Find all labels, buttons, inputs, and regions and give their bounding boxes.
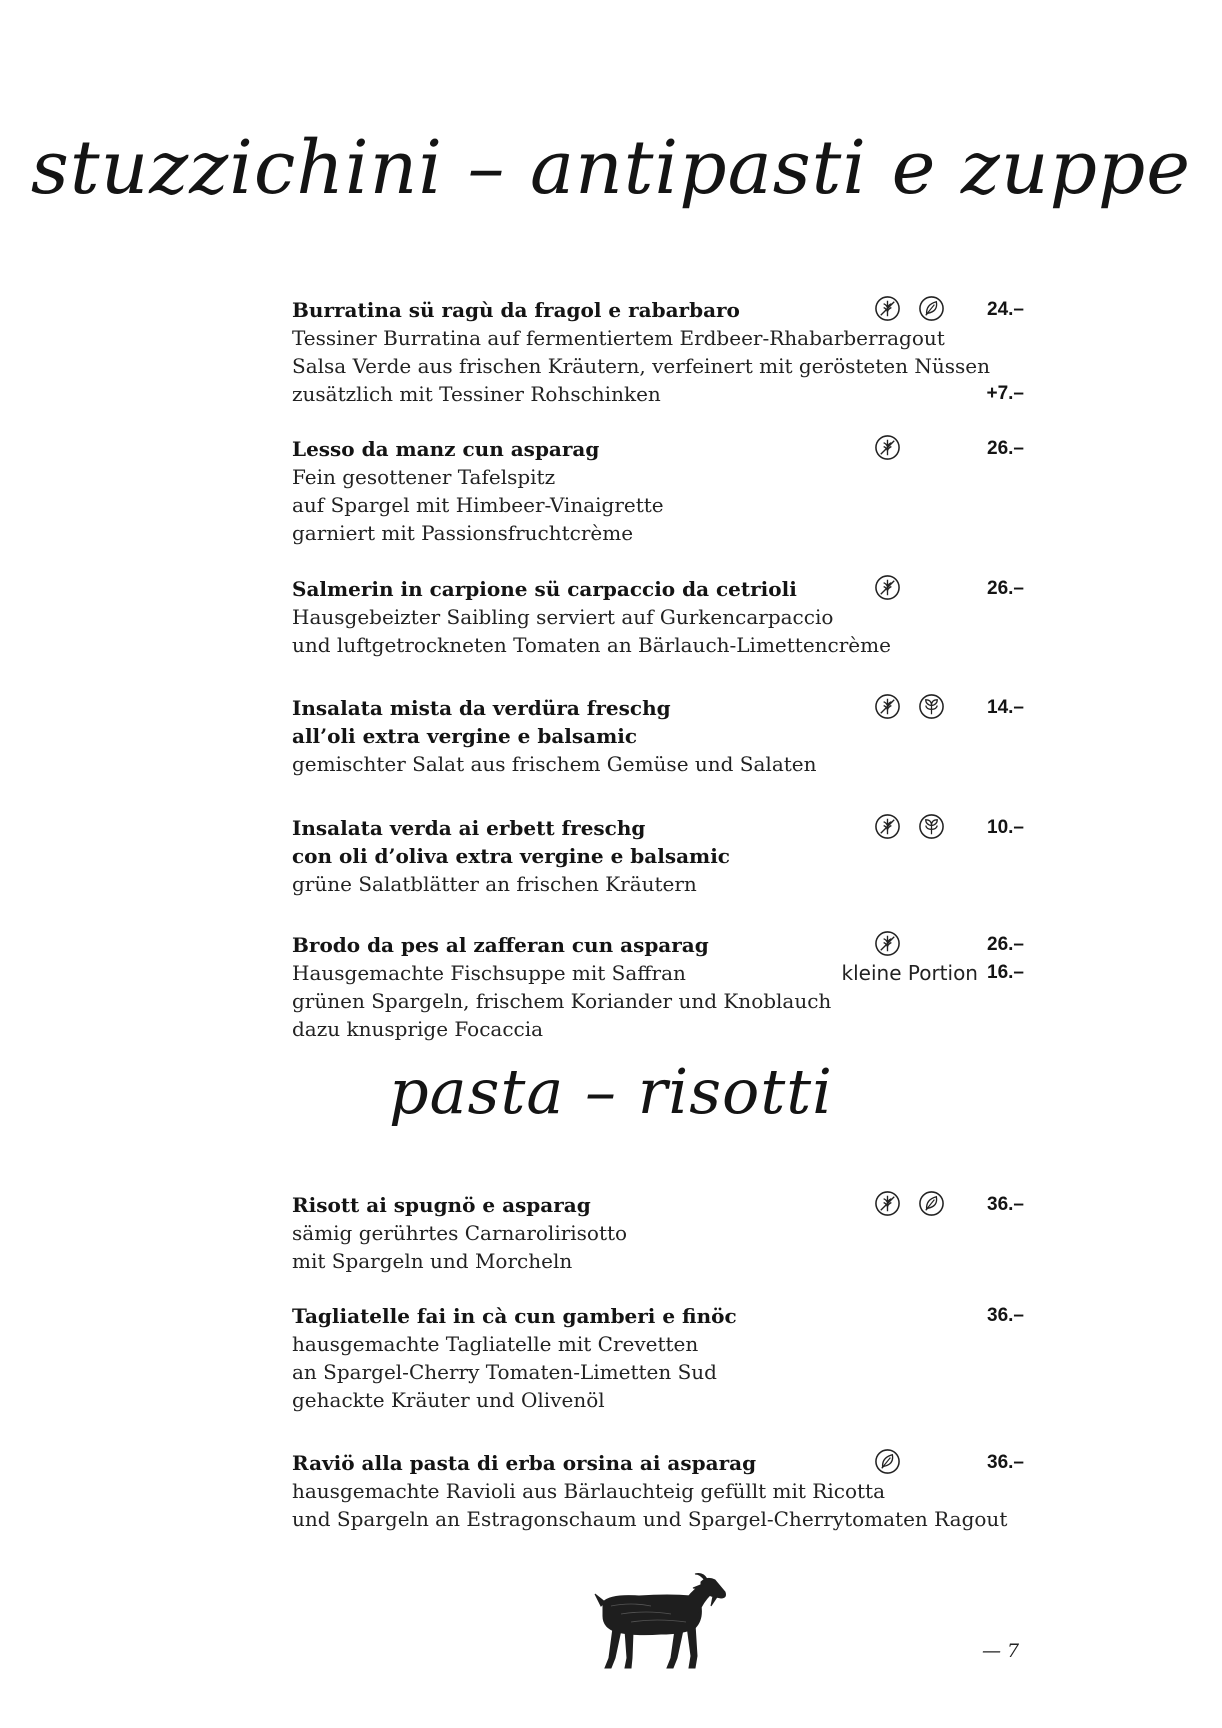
dish-description: Hausgebeizter Saibling serviert auf Gurkencarpaccio	[292, 605, 834, 629]
menu-item	[292, 296, 1032, 408]
dish-name: Salmerin in carpione sü carpaccio da cetrioli	[292, 577, 797, 601]
menu-item	[292, 1449, 1032, 1533]
dish-name: Insalata verda ai erbett freschg	[292, 816, 646, 840]
dish-price: 26.–	[987, 438, 1024, 459]
small-portion-label: kleine Portion	[841, 961, 978, 985]
dish-description: Tessiner Burratina auf fermentiertem Erdbeer-Rhabarberragout	[292, 326, 945, 350]
dish-description: und Spargeln an Estragonschaum und Spargel-Cherrytomaten Ragout	[292, 1507, 1008, 1531]
dish-name: Brodo da pes al zafferan cun asparag	[292, 933, 709, 957]
small-portion-price: 16.–	[987, 962, 1024, 983]
dish-price: 14.–	[987, 697, 1024, 718]
dish-description: grünen Spargeln, frischem Koriander und Knoblauch	[292, 989, 832, 1013]
gluten-free-icon	[874, 1190, 901, 1217]
menu-item	[292, 435, 1032, 547]
dish-description: auf Spargel mit Himbeer-Vinaigrette	[292, 493, 664, 517]
dish-name: Risott ai spugnö e asparag	[292, 1193, 591, 1217]
vegetarian-icon	[874, 1448, 901, 1475]
gluten-free-icon	[874, 930, 901, 957]
gluten-free-icon	[874, 813, 901, 840]
gluten-free-icon	[874, 434, 901, 461]
dish-name: Burratina sü ragù da fragol e rabarbaro	[292, 298, 740, 322]
dish-price: 36.–	[987, 1305, 1024, 1326]
dish-name: Lesso da manz cun asparag	[292, 437, 600, 461]
section-title-pasta: pasta – risotti	[388, 1055, 834, 1128]
dish-price: 26.–	[987, 578, 1024, 599]
menu-item	[292, 1302, 1032, 1414]
vegetarian-icon	[918, 1190, 945, 1217]
menu-item	[292, 814, 1032, 898]
dish-description: und luftgetrockneten Tomaten an Bärlauch-Limettencrème	[292, 633, 891, 657]
dish-description: Fein gesottener Tafelspitz	[292, 465, 556, 489]
dish-name-line2: all’oli extra vergine e balsamic	[292, 724, 638, 748]
dish-description: sämig gerührtes Carnarolirisotto	[292, 1221, 628, 1245]
goat-illustration	[591, 1572, 727, 1676]
vegan-icon	[918, 813, 945, 840]
dish-description: garniert mit Passionsfruchtcrème	[292, 521, 634, 545]
dish-price: 36.–	[987, 1452, 1024, 1473]
dish-description: grüne Salatblätter an frischen Kräutern	[292, 872, 697, 896]
menu-item	[292, 694, 1032, 778]
page-number: — 7	[982, 1640, 1020, 1662]
dish-description: zusätzlich mit Tessiner Rohschinken	[292, 382, 661, 406]
dish-description: hausgemachte Tagliatelle mit Crevetten	[292, 1332, 699, 1356]
vegetarian-icon	[918, 295, 945, 322]
dish-name: Insalata mista da verdüra freschg	[292, 696, 671, 720]
dish-price: 26.–	[987, 934, 1024, 955]
gluten-free-icon	[874, 693, 901, 720]
dish-price: 10.–	[987, 817, 1024, 838]
dish-description: Salsa Verde aus frischen Kräutern, verfeinert mit gerösteten Nüssen	[292, 354, 990, 378]
dish-description: gemischter Salat aus frischem Gemüse und Salaten	[292, 752, 817, 776]
dish-name-line2: con oli d’oliva extra vergine e balsamic	[292, 844, 730, 868]
dish-price: 36.–	[987, 1194, 1024, 1215]
dish-name: Tagliatelle fai in cà cun gamberi e finöc	[292, 1304, 737, 1328]
menu-item	[292, 1191, 1032, 1275]
gluten-free-icon	[874, 574, 901, 601]
dish-name: Raviö alla pasta di erba orsina ai asparag	[292, 1451, 757, 1475]
extra-price: +7.–	[986, 383, 1024, 404]
dish-description: hausgemachte Ravioli aus Bärlauchteig gefüllt mit Ricotta	[292, 1479, 885, 1503]
menu-item	[292, 931, 1032, 1043]
section-title-antipasti: stuzzichini – antipasti e zuppe	[30, 125, 1192, 211]
dish-description: Hausgemachte Fischsuppe mit Saffran	[292, 961, 686, 985]
dish-description: dazu knusprige Focaccia	[292, 1017, 544, 1041]
vegan-icon	[918, 693, 945, 720]
menu-item	[292, 575, 1032, 659]
dish-description: mit Spargeln und Morcheln	[292, 1249, 573, 1273]
dish-price: 24.–	[987, 299, 1024, 320]
dish-description: an Spargel-Cherry Tomaten-Limetten Sud	[292, 1360, 717, 1384]
gluten-free-icon	[874, 295, 901, 322]
dish-description: gehackte Kräuter und Olivenöl	[292, 1388, 605, 1412]
